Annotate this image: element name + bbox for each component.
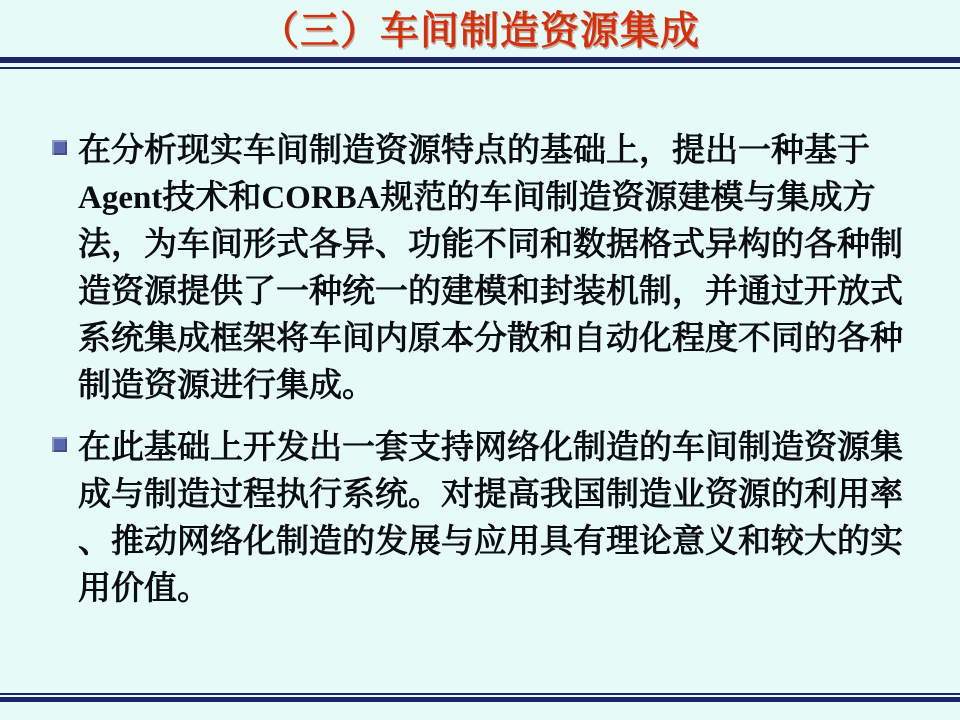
text-line: 、推动网络化制造的发展与应用具有理论意义和较大的实 [78,524,903,560]
title-divider-thin [0,67,960,69]
bullet-item-1 [0,128,960,410]
bullet-text-1 [78,128,960,410]
text-line: 在此基础上开发出一套支持网络化制造的车间制造资源集 [78,430,903,466]
text-line: Agent技术和CORBA规范的车间制造资源建模与集成方 [78,180,876,216]
text-line: 制造资源进行集成。 [78,368,375,404]
text-line: 造资源提供了一种统一的建模和封装机制，并通过开放式 [78,274,903,310]
footer-divider-thin [0,693,960,695]
bullet-text-2 [78,425,960,613]
bullet-square-icon [52,140,67,155]
text-line: 用价值。 [78,571,210,607]
slide-body [0,128,960,613]
page-title: （三）车间制造资源集成 [259,10,700,53]
bullet-square-icon [52,437,67,452]
title-divider-thick [0,57,960,63]
text-line: 法，为车间形式各异、功能不同和数据格式异构的各种制 [78,227,903,263]
text-line: 在分析现实车间制造资源特点的基础上，提出一种基于 [78,133,870,169]
bullet-item-2 [0,425,960,613]
footer-divider-thick [0,697,960,702]
text-line: 成与制造过程执行系统。对提高我国制造业资源的利用率 [78,477,903,513]
text-line: 系统集成框架将车间内原本分散和自动化程度不同的各种 [78,321,903,357]
